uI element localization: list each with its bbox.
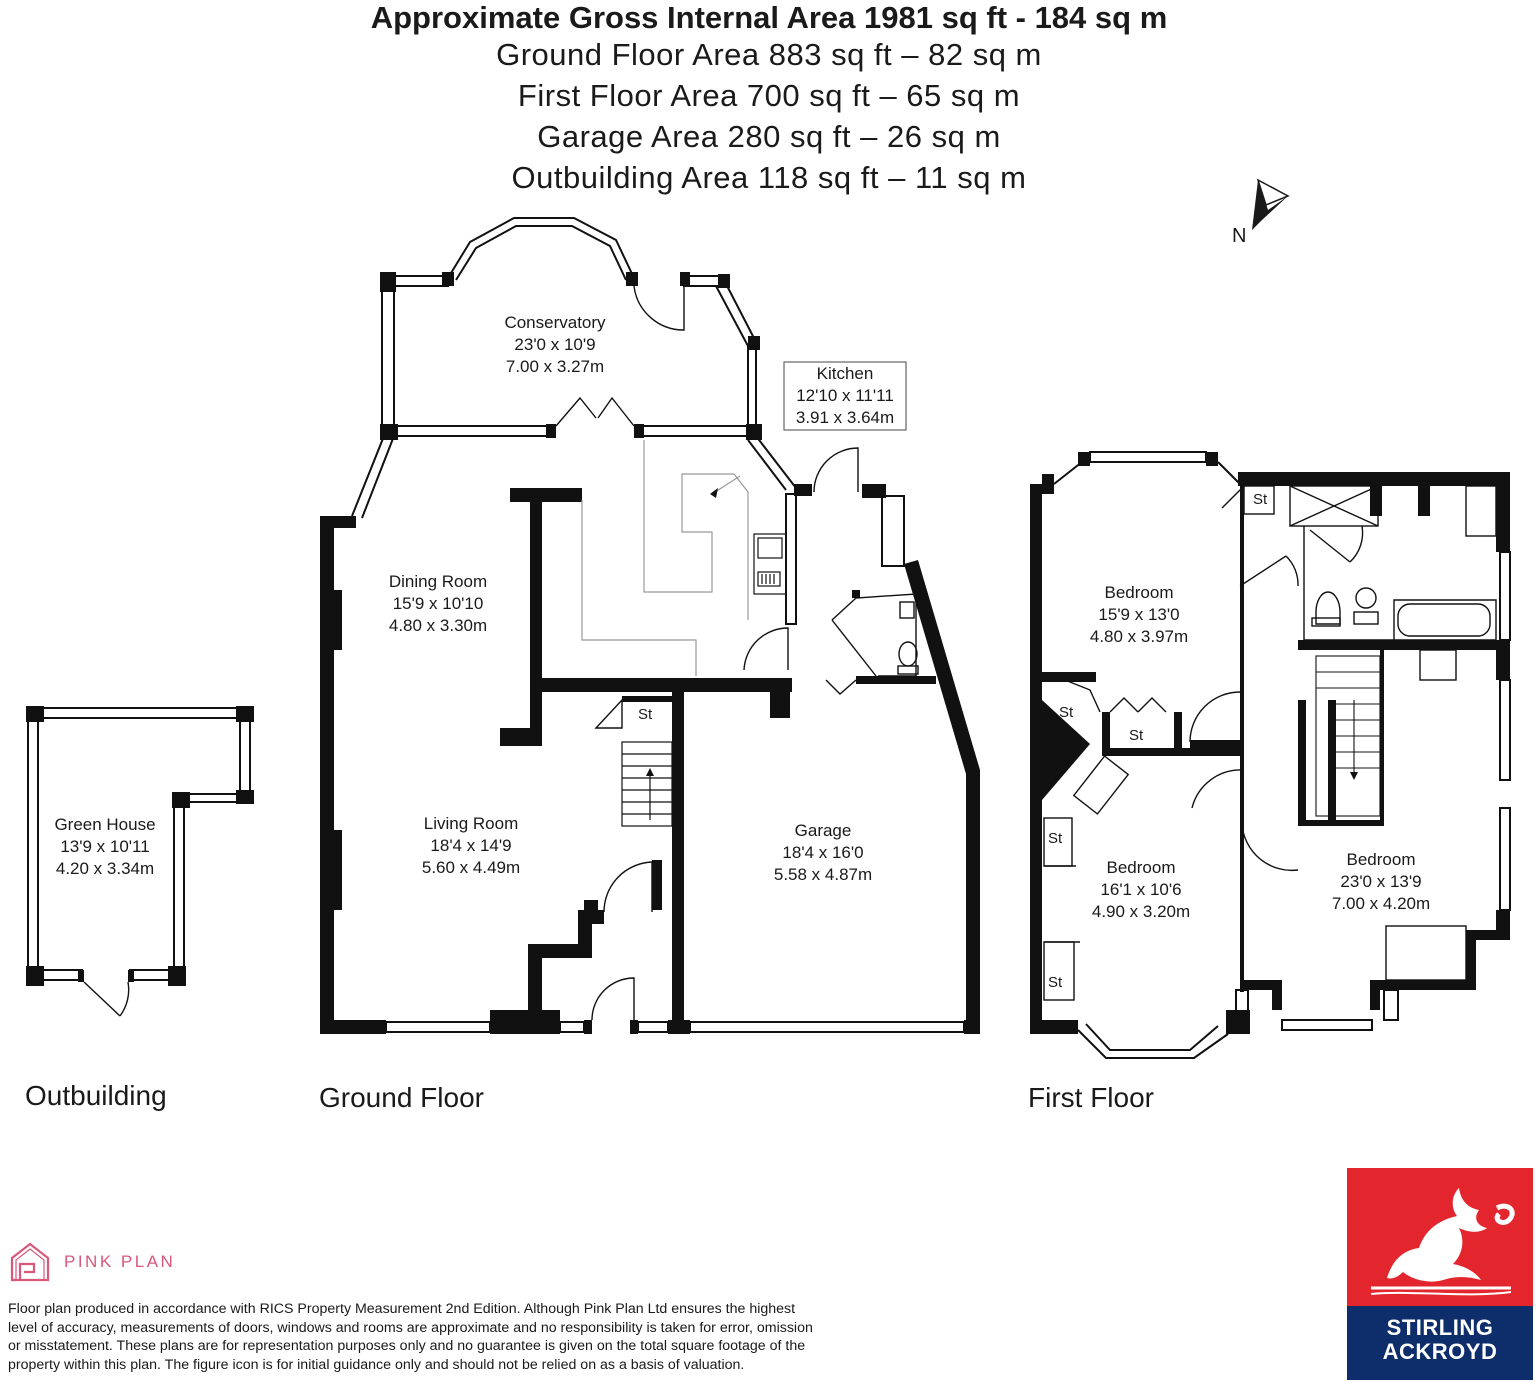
- disclaimer-line: property within this plan. The figure icon is for initial guidance only and should not be relied on as a basis of valuation.: [8, 1356, 745, 1373]
- room-name: Bedroom: [1346, 850, 1416, 869]
- room-imperial: 23'0 x 10'9: [514, 335, 596, 354]
- disclaimer: [8, 1300, 908, 1374]
- room-name: Bedroom: [1106, 858, 1176, 877]
- room-imperial: 15'9 x 13'0: [1098, 605, 1180, 624]
- floor-label-first: First Floor: [1028, 1082, 1154, 1113]
- gross-area-title: Approximate Gross Internal Area 1981 sq ft - 184 sq m: [370, 0, 1168, 35]
- room-metric: 4.80 x 3.30m: [388, 616, 488, 635]
- room-imperial: 18'4 x 14'9: [430, 836, 512, 855]
- agent-name-line2: ACKROYD: [1382, 1339, 1498, 1364]
- storage-label: St: [1253, 491, 1268, 508]
- room-metric: 4.80 x 3.97m: [1089, 627, 1189, 646]
- room-metric: 7.00 x 4.20m: [1331, 894, 1431, 913]
- ground-floor-area: Ground Floor Area 883 sq ft – 82 sq m: [496, 37, 1042, 72]
- griffin-logo-icon: [1347, 1168, 1533, 1306]
- disclaimer-line: or misstatement. These plans are for representation purposes only and no guarantee is given on the total square footage of the: [8, 1338, 806, 1354]
- room-name: Green House: [54, 815, 156, 834]
- compass-label: N: [1232, 225, 1247, 247]
- storage-label: St: [1048, 830, 1063, 847]
- room-name: Kitchen: [816, 364, 874, 383]
- room-bedroom-1: [1064, 582, 1214, 648]
- storage-label: St: [1048, 974, 1063, 991]
- room-name: Dining Room: [388, 572, 488, 591]
- room-metric: 5.60 x 4.49m: [421, 858, 521, 877]
- room-living: [396, 813, 546, 879]
- agent-name-line1: STIRLING: [1386, 1315, 1494, 1340]
- garage-area: Garage Area 280 sq ft – 26 sq m: [537, 119, 1001, 154]
- first-floor-area: First Floor Area 700 sq ft – 65 sq m: [517, 78, 1021, 113]
- room-metric: 3.91 x 3.64m: [795, 408, 895, 427]
- room-imperial: 13'9 x 10'11: [60, 837, 150, 856]
- house-logo-icon: [8, 1240, 52, 1284]
- room-name: Garage: [794, 821, 852, 840]
- room-imperial: 16'1 x 10'6: [1100, 880, 1182, 899]
- storage-label: St: [1129, 727, 1144, 744]
- storage-label: St: [638, 706, 653, 723]
- north-compass-icon: [1252, 180, 1288, 230]
- floor-label-ground: Ground Floor: [319, 1082, 484, 1113]
- room-imperial: 23'0 x 13'9: [1340, 872, 1422, 891]
- agent-name: [1347, 1316, 1533, 1364]
- disclaimer-line: Floor plan produced in accordance with RICS Property Measurement 2nd Edition. Although Pink Plan Ltd ensures the highest: [8, 1301, 796, 1317]
- room-name: Living Room: [423, 814, 519, 833]
- room-dining: [363, 571, 513, 637]
- disclaimer-line: level of accuracy, measurements of doors, windows and rooms are approximate and no responsibility is taken for error, omission: [8, 1319, 813, 1336]
- room-kitchen: [784, 363, 906, 429]
- outbuilding-area: Outbuilding Area 118 sq ft – 11 sq m: [511, 160, 1027, 195]
- room-imperial: 12'10 x 11'11: [796, 386, 894, 405]
- room-bedroom-2: [1066, 857, 1216, 923]
- room-bedroom-3: [1306, 849, 1456, 915]
- room-imperial: 18'4 x 16'0: [782, 843, 864, 862]
- room-greenhouse: [30, 814, 180, 880]
- room-name: Bedroom: [1104, 583, 1174, 602]
- room-metric: 4.90 x 3.20m: [1091, 902, 1191, 921]
- storage-label: St: [1059, 704, 1074, 721]
- room-conservatory: [470, 312, 640, 378]
- pinkplan-name: PINK PLAN: [64, 1252, 176, 1271]
- stirling-ackroyd-logo: [1347, 1168, 1533, 1380]
- room-garage: [748, 820, 898, 886]
- pinkplan-logo: [8, 1240, 208, 1284]
- room-name: Conservatory: [504, 313, 606, 332]
- logo-band: [1347, 1306, 1533, 1380]
- room-imperial: 15'9 x 10'10: [392, 594, 484, 613]
- room-metric: 4.20 x 3.34m: [55, 859, 155, 878]
- floor-label-outbuilding: Outbuilding: [25, 1080, 167, 1111]
- room-metric: 7.00 x 3.27m: [505, 357, 605, 376]
- room-metric: 5.58 x 4.87m: [773, 865, 873, 884]
